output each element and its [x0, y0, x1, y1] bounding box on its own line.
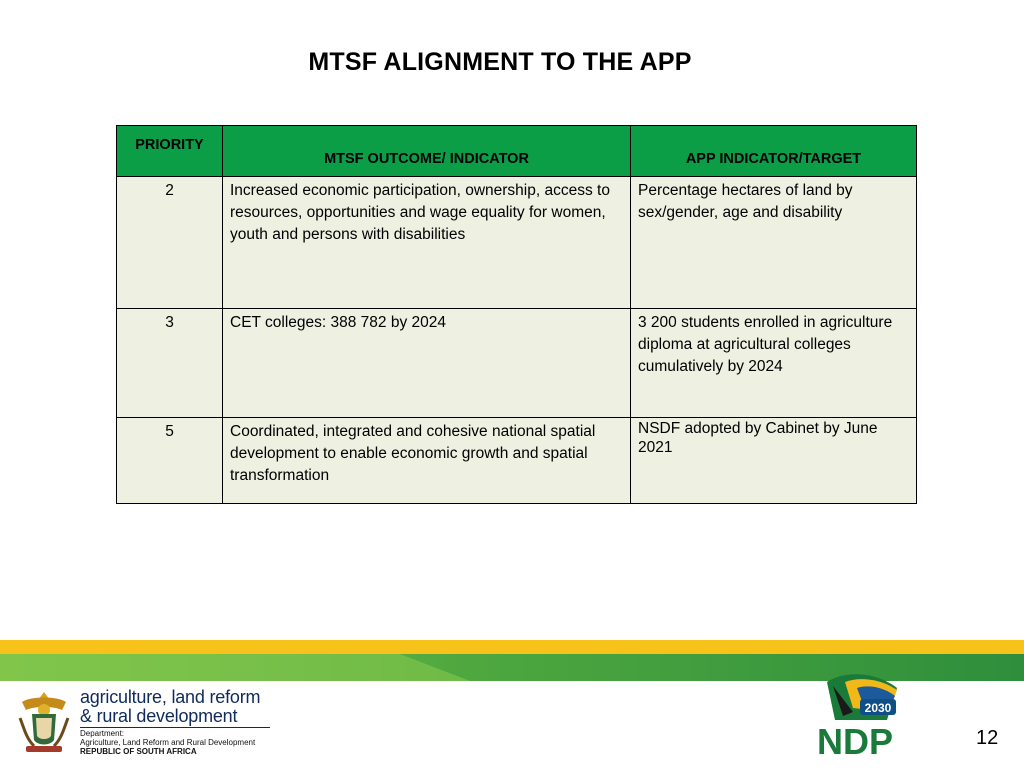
department-name-line1: agriculture, land reform [80, 687, 261, 707]
app-indicator-cell: Percentage hectares of land by sex/gender, age and disability [631, 177, 917, 309]
app-indicator-cell: 3 200 students enrolled in agriculture diploma at agricultural colleges cumulatively by 2024 [631, 309, 917, 418]
ndp-2030-logo [805, 672, 905, 762]
department-label: Department: [80, 729, 125, 738]
page-title: MTSF ALIGNMENT TO THE APP [308, 48, 692, 76]
priority-cell: 5 [117, 418, 223, 504]
app-indicator-cell: NSDF adopted by Cabinet by June 2021 [631, 418, 917, 504]
column-header-app-indicator: APP INDICATOR/TARGET [631, 126, 917, 177]
table-header-row [117, 126, 917, 177]
mtsf-outcome-cell: Coordinated, integrated and cohesive national spatial development to enable economic growth and spatial transformation [223, 418, 631, 504]
column-header-priority: PRIORITY [117, 126, 223, 177]
page-number: 12 [976, 727, 999, 749]
ndp-year-text: 2030 [864, 701, 892, 715]
department-full-name: Agriculture, Land Reform and Rural Development [80, 738, 256, 747]
department-name-line2: & rural development [80, 706, 238, 726]
table-row [117, 418, 917, 504]
table-row [117, 309, 917, 418]
priority-cell: 3 [117, 309, 223, 418]
coat-of-arms-logo [14, 688, 74, 756]
department-name [80, 688, 260, 726]
mtsf-alignment-table [116, 125, 917, 504]
table-row [117, 177, 917, 309]
mtsf-outcome-cell: CET colleges: 388 782 by 2024 [223, 309, 631, 418]
priority-cell: 2 [117, 177, 223, 309]
department-subtitle [80, 729, 255, 756]
ndp-logo-text: NDP [816, 721, 894, 762]
country-name: REPUBLIC OF SOUTH AFRICA [80, 747, 197, 756]
footer-band-yellow [0, 640, 1024, 654]
column-header-mtsf-outcome: MTSF OUTCOME/ INDICATOR [223, 126, 631, 177]
department-divider [80, 727, 270, 728]
mtsf-outcome-cell: Increased economic participation, ownership, access to resources, opportunities and wage equality for women, youth and persons with disabilities [223, 177, 631, 309]
